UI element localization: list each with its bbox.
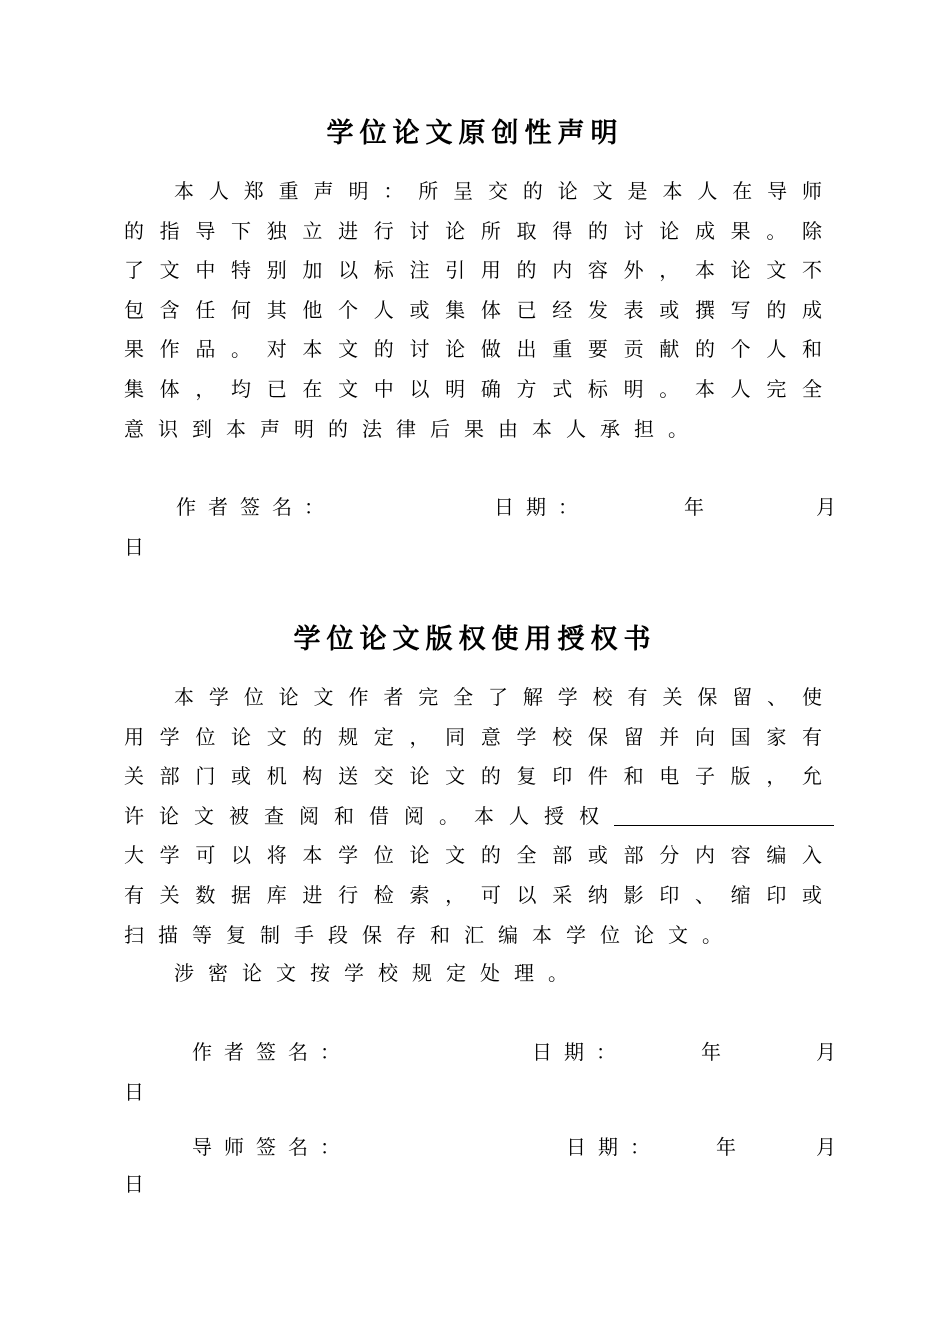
month-label: 月 xyxy=(816,1040,848,1064)
year-label: 年 xyxy=(684,495,716,519)
authorization-title: 学位论文版权使用授权书 xyxy=(293,624,657,655)
month-label: 月 xyxy=(816,1135,848,1159)
authorization-body-part2: 大学可以将本学位论文的全部或部分内容编入有关数据库进行检索，可以采纳影印、缩印或扫描等复制手段保存和汇编本学位论文。 xyxy=(124,843,836,947)
year-label: 年 xyxy=(716,1135,748,1159)
day-label: 日 xyxy=(124,535,144,559)
author-signature-label: 作者签名： xyxy=(192,1040,352,1064)
authorization-body-part1: 本学位论文作者完全了解学校有关保留、使用学位论文的规定，同意学校保留并向国家有关部门或机构送交论文的复印件和电子版，允许论文被查阅和借阅。本人授权 xyxy=(124,685,836,828)
month-label: 月 xyxy=(816,495,848,519)
authorization-body xyxy=(124,678,836,955)
date-label: 日期： xyxy=(532,1040,628,1064)
declaration-body: 本人郑重声明：所呈交的论文是本人在导师的指导下独立进行讨论所取得的讨论成果。除了文中特别加以标注引用的内容外，本论文不包含任何其他个人或集体已经发表或撰写的成果作品。对本文的讨论做出重要贡献的个人和集体，均已在文中以明确方式标明。本人完全意识到本声明的法律后果由本人承担。 xyxy=(124,179,836,441)
day-label: 日 xyxy=(124,1172,144,1196)
author-signature-label: 作者签名： xyxy=(176,495,336,519)
day-label: 日 xyxy=(124,1080,144,1104)
declaration-title: 学位论文原创性声明 xyxy=(326,118,624,149)
secret-thesis-note: 涉密论文按学校规定处理。 xyxy=(174,961,582,985)
university-name-blank xyxy=(614,805,834,826)
date-label: 日期： xyxy=(566,1135,662,1159)
date-label: 日期： xyxy=(494,495,590,519)
year-label: 年 xyxy=(701,1040,733,1064)
supervisor-signature-label: 导师签名： xyxy=(192,1135,352,1159)
